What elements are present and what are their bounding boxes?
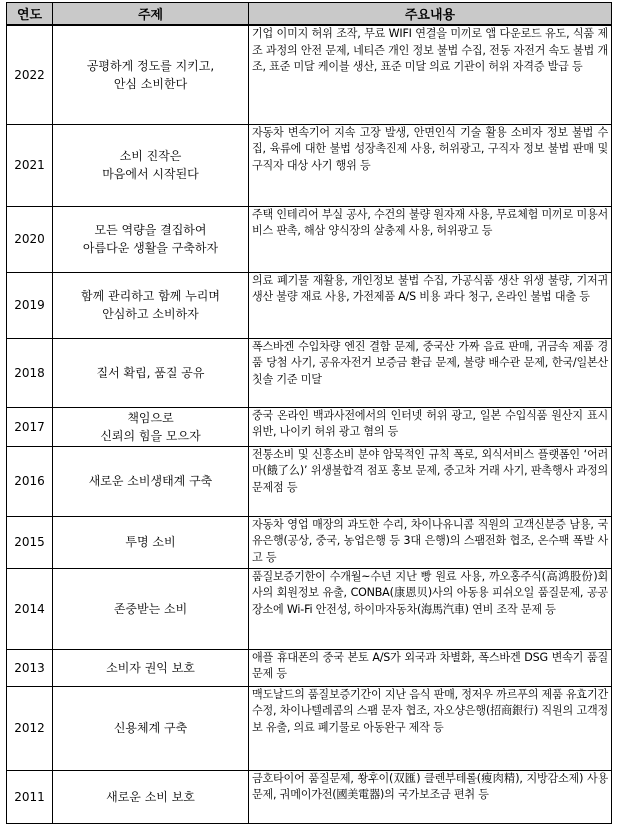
header-theme: 주제 [53, 3, 249, 26]
theme-cell: 소비자 권익 보호 [53, 649, 249, 686]
theme-cell: 신용체계 구축 [53, 686, 249, 770]
table-row [7, 338, 612, 407]
table-row [7, 272, 612, 338]
theme-cell: 새로운 소비생태계 구축 [53, 446, 249, 516]
year-cell: 2016 [7, 446, 53, 516]
year-cell: 2014 [7, 568, 53, 649]
theme-cell: 새로운 소비 보호 [53, 770, 249, 823]
content-cell: 애플 휴대폰의 중국 본토 A/S가 외국과 차별화, 폭스바겐 DSG 변속기 품질문제 등 [249, 649, 612, 686]
table-row [7, 686, 612, 770]
table-row [7, 516, 612, 568]
year-cell: 2015 [7, 516, 53, 568]
content-cell: 자동차 변속기어 지속 고장 발생, 안면인식 기술 활용 소비자 정보 불법 수집, 육류에 대한 불법 성장촉진제 사용, 허위광고, 구직자 정보 불법 판매 및 구직자 대상 사기 행위 등 [249, 124, 612, 206]
content-cell: 전통소비 및 신흥소비 분야 암묵적인 규칙 폭로, 외식서비스 플랫폼인 ‘어러마(餓了么)’ 위생불합격 점포 홍보 문제, 중고차 거래 사기, 판촉행사 과정의 문제점 등 [249, 446, 612, 516]
table-row [7, 770, 612, 823]
theme-cell: 존중받는 소비 [53, 568, 249, 649]
year-cell: 2022 [7, 25, 53, 124]
header-content: 주요내용 [249, 3, 612, 26]
table-row [7, 568, 612, 649]
consumer-rights-table [6, 2, 612, 824]
content-cell: 자동차 영업 매장의 과도한 수리, 차이나유니콤 직원의 고객신분증 남용, 국유은행(공상, 중국, 농업은행 등 3대 은행)의 스팸전화 협조, 온수팩 폭발 사고 등 [249, 516, 612, 568]
table-row [7, 407, 612, 446]
year-cell: 2012 [7, 686, 53, 770]
content-cell: 주택 인테리어 부실 공사, 수건의 불량 원자재 사용, 무료체험 미끼로 미용서비스 판촉, 해삼 양식장의 살충제 사용, 허위광고 등 [249, 206, 612, 272]
content-cell: 의료 폐기물 재활용, 개인정보 불법 수집, 가공식품 생산 위생 불량, 기저귀 생산 불량 재료 사용, 가전제품 A/S 비용 과다 청구, 온라인 불법 대출 등 [249, 272, 612, 338]
table-row [7, 124, 612, 206]
year-cell: 2019 [7, 272, 53, 338]
content-cell: 금호타이어 품질문제, 쐉후이(双匯) 클렌부테롤(瘦肉精), 지방감소제) 사용 문제, 궈메이가전(國美電器)의 국가보조금 편취 등 [249, 770, 612, 823]
theme-cell: 모든 역량을 결집하여 아름다운 생활을 구축하자 [53, 206, 249, 272]
table-row [7, 649, 612, 686]
table-row [7, 25, 612, 124]
content-cell: 품질보증기한이 수개월~수년 지난 빵 원료 사용, 까오홍주식(高鸿股份)회사의 회원정보 유출, CONBA(康恩贝)사의 아동용 피쉬오일 품질문제, 공공장소에 Wi-Fi 안전성, 하이마자동차(海馬汽車) 연비 조작 문제 등 [249, 568, 612, 649]
content-cell: 기업 이미지 허위 조작, 무료 WIFI 연결을 미끼로 앱 다운로드 유도, 식품 제조 과정의 안전 문제, 네티즌 개인 정보 불법 수집, 전동 자전거 속도 불법 개조, 표준 미달 케이블 생산, 표준 미달 의료 기관이 허위 자격증 발급 등 [249, 25, 612, 124]
theme-cell: 투명 소비 [53, 516, 249, 568]
content-cell: 폭스바겐 수입차량 엔진 결함 문제, 중국산 가짜 음료 판매, 귀금속 제품 경품 당첨 사기, 공유자전거 보증금 환급 문제, 불량 배수관 문제, 한국/일본산 칫솔 기준 미달 [249, 338, 612, 407]
content-cell: 맥도날드의 품질보증기간이 지난 음식 판매, 정저우 까르푸의 제품 유효기간 수정, 차이나텔레콤의 스팸 문자 협조, 자오샹은행(招商銀行) 직원의 고객정보 유출, 의료 폐기물로 아동완구 제작 등 [249, 686, 612, 770]
content-cell: 중국 온라인 백과사전에서의 인터넷 허위 광고, 일본 수입식품 원산지 표시 위반, 나이키 허위 광고 혐의 등 [249, 407, 612, 446]
theme-cell: 소비 진작은 마음에서 시작된다 [53, 124, 249, 206]
year-cell: 2017 [7, 407, 53, 446]
year-cell: 2013 [7, 649, 53, 686]
theme-cell: 함께 관리하고 함께 누리며 안심하고 소비하자 [53, 272, 249, 338]
year-cell: 2011 [7, 770, 53, 823]
year-cell: 2020 [7, 206, 53, 272]
table-row [7, 206, 612, 272]
header-row [7, 3, 612, 26]
year-cell: 2018 [7, 338, 53, 407]
theme-cell: 공평하게 정도를 지키고, 안심 소비한다 [53, 25, 249, 124]
theme-cell: 책임으로 신뢰의 힘을 모으자 [53, 407, 249, 446]
year-cell: 2021 [7, 124, 53, 206]
table-row [7, 446, 612, 516]
header-year: 연도 [7, 3, 53, 26]
theme-cell: 질서 확립, 품질 공유 [53, 338, 249, 407]
